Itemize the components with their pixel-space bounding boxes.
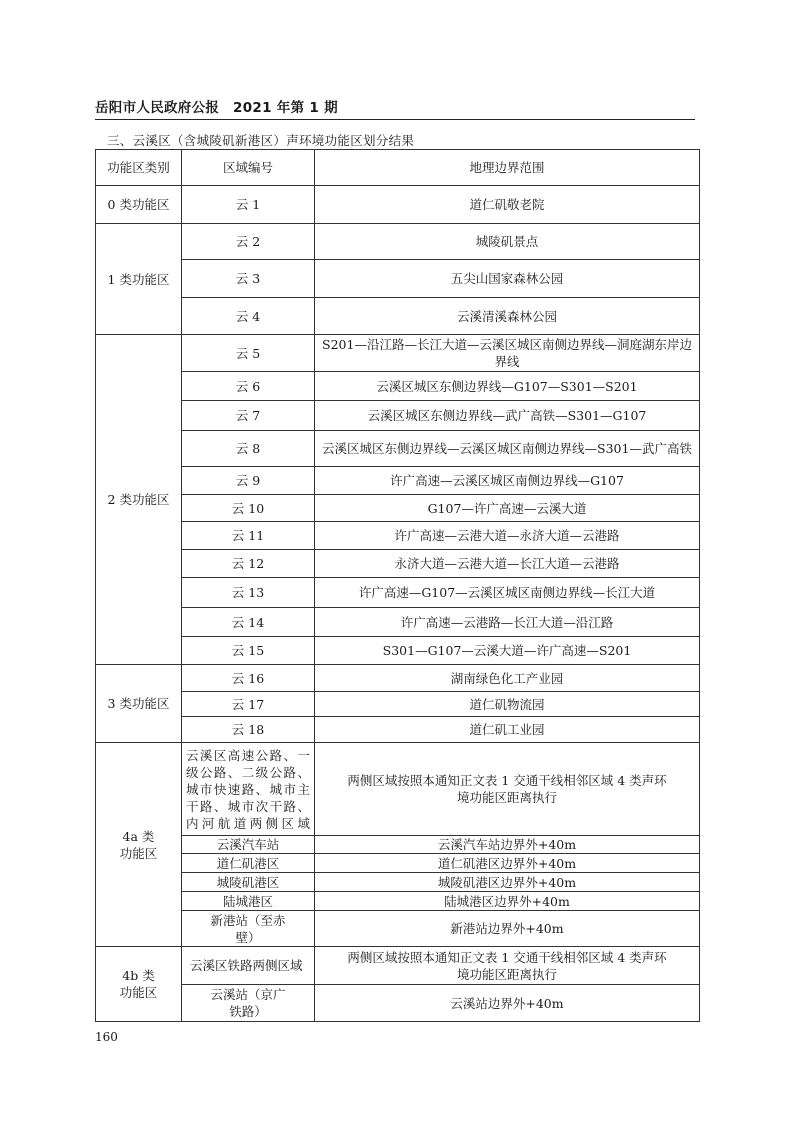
table-row bbox=[96, 224, 700, 260]
zone-cell: 云溪站（京广铁路） bbox=[182, 985, 315, 1022]
boundary-cell: 许广高速—G107—云溪区城区南侧边界线—长江大道 bbox=[315, 578, 700, 608]
zone-cell: 云 9 bbox=[182, 467, 315, 495]
table-row bbox=[96, 260, 700, 298]
table-row bbox=[96, 892, 700, 911]
category-cell: 2 类功能区 bbox=[96, 335, 182, 665]
boundary-cell: 永济大道—云港大道—长江大道—云港路 bbox=[315, 550, 700, 578]
zone-cell: 云 2 bbox=[182, 224, 315, 260]
boundary-cell: 云溪汽车站边界外+40m bbox=[315, 836, 700, 854]
table-row bbox=[96, 431, 700, 467]
table-header-row bbox=[96, 150, 700, 186]
category-cell: 3 类功能区 bbox=[96, 665, 182, 743]
boundary-cell: 五尖山国家森林公园 bbox=[315, 260, 700, 298]
table-row bbox=[96, 578, 700, 608]
table-row bbox=[96, 550, 700, 578]
category-cell: 4b 类功能区 bbox=[96, 947, 182, 1022]
boundary-cell: 城陵矶景点 bbox=[315, 224, 700, 260]
boundary-cell: 云溪区城区东侧边界线—云溪区城区南侧边界线—S301—武广高铁 bbox=[315, 431, 700, 467]
boundary-cell: 许广高速—云港大道—永济大道—云港路 bbox=[315, 522, 700, 550]
zone-cell: 云溪区高速公路、一级公路、二级公路、城市快速路、城市主干路、城市次干路、内河航道两侧区域 bbox=[182, 743, 315, 836]
header-rule bbox=[95, 119, 695, 120]
zone-cell: 云 7 bbox=[182, 401, 315, 431]
table-row bbox=[96, 298, 700, 335]
zone-cell: 云 12 bbox=[182, 550, 315, 578]
zone-cell: 云 17 bbox=[182, 692, 315, 717]
table-row bbox=[96, 637, 700, 665]
table-row bbox=[96, 522, 700, 550]
boundary-cell: 云溪站边界外+40m bbox=[315, 985, 700, 1022]
journal-header: 岳阳市人民政府公报 2021 年第 1 期 bbox=[95, 100, 338, 116]
zone-cell: 城陵矶港区 bbox=[182, 873, 315, 892]
table-row bbox=[96, 495, 700, 522]
boundary-cell: 道仁矶港区边界外+40m bbox=[315, 854, 700, 873]
column-header: 地理边界范围 bbox=[315, 150, 700, 186]
zone-cell: 陆城港区 bbox=[182, 892, 315, 911]
table-row bbox=[96, 186, 700, 224]
zone-cell: 云 18 bbox=[182, 717, 315, 743]
category-cell: 0 类功能区 bbox=[96, 186, 182, 224]
boundary-cell: 陆城港区边界外+40m bbox=[315, 892, 700, 911]
boundary-cell: G107—许广高速—云溪大道 bbox=[315, 495, 700, 522]
column-header: 功能区类别 bbox=[96, 150, 182, 186]
zone-cell: 云 16 bbox=[182, 665, 315, 692]
boundary-cell: 云溪区城区东侧边界线—G107—S301—S201 bbox=[315, 372, 700, 401]
zone-cell: 云溪汽车站 bbox=[182, 836, 315, 854]
zone-cell: 云 14 bbox=[182, 608, 315, 637]
table-row bbox=[96, 467, 700, 495]
zone-cell: 云 13 bbox=[182, 578, 315, 608]
zone-cell: 云 6 bbox=[182, 372, 315, 401]
boundary-cell: 云溪清溪森林公园 bbox=[315, 298, 700, 335]
boundary-cell: 湖南绿色化工产业园 bbox=[315, 665, 700, 692]
table-row bbox=[96, 743, 700, 836]
zone-cell: 云 15 bbox=[182, 637, 315, 665]
boundary-cell: 城陵矶港区边界外+40m bbox=[315, 873, 700, 892]
table-row bbox=[96, 836, 700, 854]
zone-cell: 云 4 bbox=[182, 298, 315, 335]
zone-cell: 云 10 bbox=[182, 495, 315, 522]
table-row bbox=[96, 717, 700, 743]
zone-cell: 云溪区铁路两侧区域 bbox=[182, 947, 315, 985]
table-row bbox=[96, 854, 700, 873]
table-row bbox=[96, 401, 700, 431]
category-cell: 1 类功能区 bbox=[96, 224, 182, 335]
boundary-cell: 新港站边界外+40m bbox=[315, 911, 700, 947]
zone-cell: 云 5 bbox=[182, 335, 315, 372]
table-row bbox=[96, 692, 700, 717]
table-row bbox=[96, 335, 700, 372]
zone-cell: 道仁矶港区 bbox=[182, 854, 315, 873]
zoning-table bbox=[95, 149, 700, 1022]
table-row bbox=[96, 947, 700, 985]
table-row bbox=[96, 608, 700, 637]
boundary-cell: S301—G107—云溪大道—许广高速—S201 bbox=[315, 637, 700, 665]
boundary-cell: 两侧区域按照本通知正文表 1 交通干线相邻区域 4 类声环境功能区距离执行 bbox=[315, 743, 700, 836]
boundary-cell: 道仁矶敬老院 bbox=[315, 186, 700, 224]
page-number: 160 bbox=[95, 1030, 118, 1044]
boundary-cell: 道仁矶物流园 bbox=[315, 692, 700, 717]
boundary-cell: 云溪区城区东侧边界线—武广高铁—S301—G107 bbox=[315, 401, 700, 431]
table-row bbox=[96, 665, 700, 692]
zone-cell: 云 1 bbox=[182, 186, 315, 224]
column-header: 区域编号 bbox=[182, 150, 315, 186]
zone-cell: 云 8 bbox=[182, 431, 315, 467]
category-cell: 4a 类功能区 bbox=[96, 743, 182, 947]
zone-cell: 云 11 bbox=[182, 522, 315, 550]
section-title: 三、云溪区（含城陵矶新港区）声环境功能区划分结果 bbox=[107, 133, 415, 148]
boundary-cell: 两侧区域按照本通知正文表 1 交通干线相邻区域 4 类声环境功能区距离执行 bbox=[315, 947, 700, 985]
table-row bbox=[96, 985, 700, 1022]
boundary-cell: 许广高速—云港路—长江大道—沿江路 bbox=[315, 608, 700, 637]
boundary-cell: S201—沿江路—长江大道—云溪区城区南侧边界线—洞庭湖东岸边界线 bbox=[315, 335, 700, 372]
boundary-cell: 许广高速—云溪区城区南侧边界线—G107 bbox=[315, 467, 700, 495]
boundary-cell: 道仁矶工业园 bbox=[315, 717, 700, 743]
zone-cell: 云 3 bbox=[182, 260, 315, 298]
table-row bbox=[96, 873, 700, 892]
table-row bbox=[96, 372, 700, 401]
table-row bbox=[96, 911, 700, 947]
zone-cell: 新港站（至赤壁） bbox=[182, 911, 315, 947]
